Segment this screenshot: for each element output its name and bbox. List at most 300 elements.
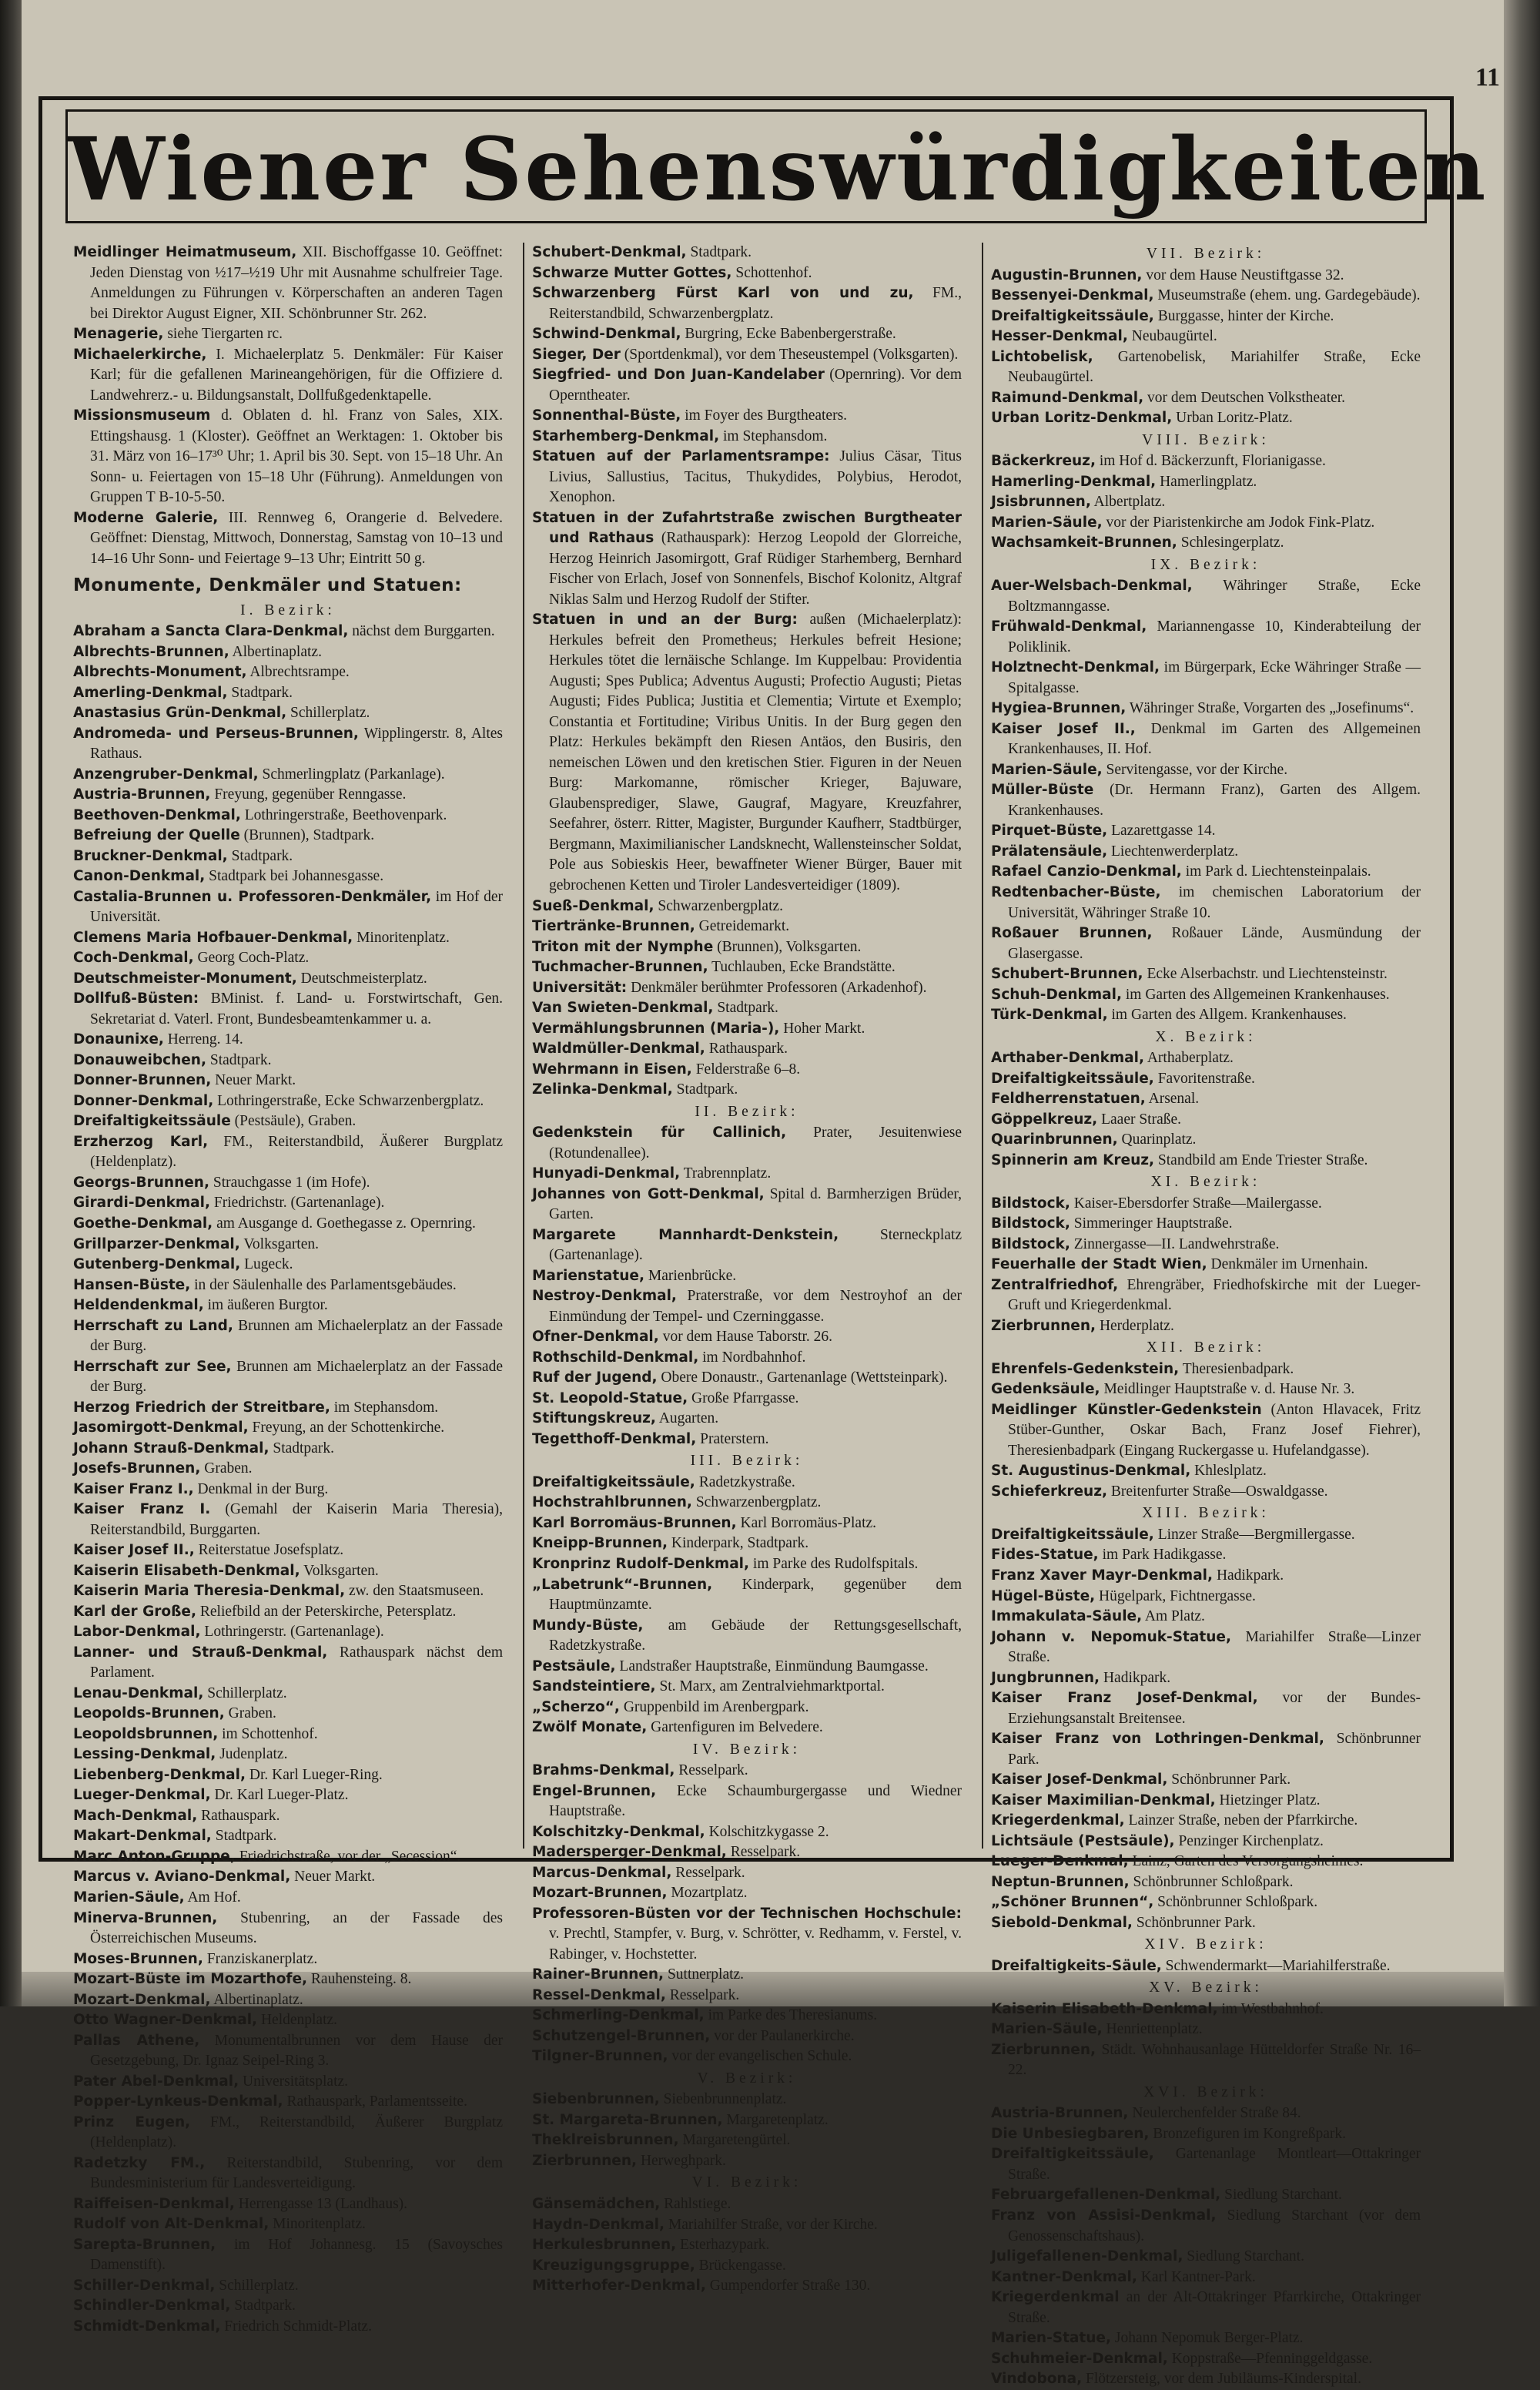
entry-name: Dollfuß-Büsten: (73, 991, 199, 1007)
listing-entry (991, 1545, 1421, 1566)
entry-name: Quarinbrunnen, (991, 1131, 1118, 1148)
entry-text: Marienbrücke. (644, 1267, 737, 1284)
entry-text: im Hof der Universität. (90, 888, 503, 926)
entry-name: Statuen in der Zufahrtstraße zwischen Burgtheater und Rathaus (532, 509, 962, 547)
listing-entry (73, 1255, 503, 1275)
entry-name: Türk-Denkmal, (991, 1007, 1108, 1024)
listing-entry (532, 324, 962, 345)
listing-entry (73, 846, 503, 867)
listing-entry (73, 1275, 503, 1296)
entry-text: Zinnergasse—II. Landwehrstraße. (1070, 1235, 1280, 1252)
listing-entry (73, 1540, 503, 1561)
entry-text: (Brunnen), Volksgarten. (713, 938, 862, 955)
district-heading: III. Bezirk: (690, 1453, 804, 1470)
entry-name: Raimund-Denkmal, (991, 389, 1144, 406)
entry-text: Stadtpark. (672, 1081, 738, 1098)
entry-name: Feuerhalle der Stadt Wien, (991, 1256, 1207, 1273)
entry-name: Schmidt-Denkmal, (73, 2318, 221, 2335)
page-number: 11 (1475, 63, 1500, 92)
entry-text: (Dr. Hermann Franz), Garten des Allgem. Krankenhauses. (1008, 782, 1421, 819)
listing-entry (991, 1852, 1421, 1872)
entry-name: Girardi-Denkmal, (73, 1195, 211, 1212)
entry-name: Prälatensäule, (991, 843, 1108, 860)
listing-entry (532, 263, 962, 284)
entry-text: im Parke des Rudolfspitals. (749, 1556, 919, 1572)
entry-text: Albertinaplatz. (229, 643, 322, 660)
entry-text: d. Oblaten d. hl. Franz von Sales, XIX. Ettingshausg. 1 (Kloster). Geöffnet an Werktagen: 1. Oktober bis 31. März von 16–17³⁰ Uhr; 1. April bis 30. Sept. von 15–18 Uhr. An Sonn- u. Feiertagen von 15–18 Uhr (Führung). Anmeldungen von Gruppen T B-10-5-50. (90, 407, 503, 506)
district-heading: V. Bezirk: (697, 2070, 797, 2087)
entry-text: Breitenfurter Straße—Oswaldgasse. (1107, 1483, 1328, 1500)
entry-name: Ofner-Denkmal, (532, 1329, 659, 1346)
listing-entry (991, 842, 1421, 863)
entry-name: Lanner- und Strauß-Denkmal, (73, 1644, 328, 1661)
district-heading: X. Bezirk: (1155, 1028, 1257, 1045)
entry-name: Kronprinz Rudolf-Denkmal, (532, 1556, 750, 1572)
listing-entry (73, 1745, 503, 1765)
entry-name: Zierbrunnen, (991, 1317, 1096, 1334)
listing-entry (991, 2020, 1421, 2040)
entry-text: Neubaugürtel. (1127, 328, 1217, 345)
entry-name: Ehrenfels-Gedenkstein, (991, 1360, 1180, 1377)
entry-text: Lugeck. (240, 1256, 293, 1273)
entry-text: Lazarettgasse 14. (1107, 823, 1216, 840)
listing-entry (991, 1379, 1421, 1400)
entry-text: Karl Borromäus-Platz. (736, 1514, 877, 1531)
entry-name: „Schöner Brunnen“, (991, 1894, 1154, 1911)
listing-entry (991, 1151, 1421, 1172)
listing-entry (991, 1048, 1421, 1069)
entry-name: Hochstrahlbrunnen, (532, 1494, 692, 1511)
entry-name: Lueger-Denkmal, (991, 1853, 1129, 1870)
entry-text: Rathauspark nächst dem Parlament. (90, 1644, 503, 1681)
entry-name: Theklreisbrunnen, (532, 2132, 679, 2149)
entry-name: Dreifaltigkeitssäule, (991, 1070, 1154, 1087)
entry-text: XII. Bischoffgasse 10. Geöffnet: Jeden Dienstag von ½17–½19 Uhr mit Ausnahme schulfreier Tage. Anmeldungen zu Führungen v. Körperschaften an anderen Tagen bei Direktor August Eigner, XII. Schönbrunner Str. 262. (90, 244, 503, 322)
entry-text: Albertinaplatz. (210, 1991, 303, 2008)
listing-entry (73, 1418, 503, 1439)
entry-name: Margarete Mannhardt-Denkstein, (532, 1226, 839, 1243)
listing-entry (532, 1389, 962, 1410)
entry-name: Gutenberg-Denkmal, (73, 1256, 241, 1273)
entry-name: Pater Abel-Denkmal, (73, 2073, 239, 2090)
entry-text: Schillerplatz. (215, 2277, 299, 2294)
entry-name: Donauweibchen, (73, 1051, 206, 1068)
entry-text: Gumpendorfer Straße 130. (705, 2278, 871, 2294)
listing-entry (991, 2349, 1421, 2370)
listing-entry (532, 978, 962, 999)
entry-name: Gedenkstein für Callinich, (532, 1125, 787, 1141)
entry-text: Judenplatz. (216, 1746, 288, 1763)
entry-name: Auer-Welsbach-Denkmal, (991, 578, 1193, 595)
listing-entry (73, 1296, 503, 1316)
entry-text: Am Hof. (184, 1889, 241, 1906)
listing-entry (73, 2092, 503, 2113)
entry-text: Franziskanerplatz. (203, 1950, 318, 1967)
entry-name: Moses-Brunnen, (73, 1950, 203, 1967)
entry-name: Franz Xaver Mayr-Denkmal, (991, 1567, 1214, 1584)
entry-name: Brahms-Denkmal, (532, 1762, 675, 1779)
listing-entry (991, 286, 1421, 307)
listing-entry (73, 1235, 503, 1255)
listing-entry (532, 1348, 962, 1369)
entry-name: Kaiser Maximilian-Denkmal, (991, 1792, 1216, 1808)
entry-text: Schönbrunner Park. (1167, 1772, 1291, 1788)
entry-name: Schmerling-Denkmal, (532, 2007, 705, 2024)
listing-entry (991, 576, 1421, 617)
listing-entry (73, 1091, 503, 1112)
entry-name: Lessing-Denkmal, (73, 1746, 216, 1763)
listing-entry (73, 642, 503, 663)
entry-name: Februargefallenen-Denkmal, (991, 2187, 1221, 2204)
listing-entry (991, 1214, 1421, 1235)
entry-name: Dreifaltigkeitssäule, (991, 307, 1154, 324)
entry-name: Canon-Denkmal, (73, 868, 206, 885)
entry-name: Herrschaft zu Land, (73, 1317, 233, 1334)
entry-text: Obere Donaustr., Gartenanlage (Wettsteinpark). (657, 1369, 948, 1386)
listing-entry (73, 1357, 503, 1398)
entry-name: Rainer-Brunnen, (532, 1966, 665, 1983)
entry-text: Khleslplatz. (1190, 1463, 1267, 1480)
district-heading: II. Bezirk: (695, 1103, 799, 1120)
entry-text: Museumstraße (ehem. ung. Gardegebäude). (1153, 287, 1421, 304)
listing-entry (73, 1725, 503, 1745)
entry-text: vor dem Hause Neustiftgasse 32. (1142, 266, 1344, 283)
district-heading: VII. Bezirk: (1146, 246, 1266, 262)
entry-text: Heldenplatz. (257, 2012, 338, 2029)
entry-text: Siebenbrunnenplatz. (659, 2091, 787, 2108)
listing-entry (73, 1622, 503, 1643)
entry-name: Engel-Brunnen, (532, 1782, 657, 1799)
entry-name: Nestroy-Denkmal, (532, 1288, 677, 1305)
entry-name: Pallas Athene, (73, 2032, 200, 2049)
entry-name: Josefs-Brunnen, (73, 1460, 201, 1477)
entry-text: Wipplingerstr. 8, Altes Rathaus. (90, 725, 503, 763)
entry-text: Laaer Straße. (1097, 1111, 1182, 1128)
entry-name: Kaiserin Elisabeth-Denkmal, (73, 1562, 300, 1579)
listing-entry (991, 1913, 1421, 1934)
listing-entry (532, 1904, 962, 1966)
entry-text: im Hof Johannesg. 15 (Savoysches Damenstift). (90, 2236, 503, 2274)
entry-text: Reiterstatue Josefsplatz. (194, 1542, 344, 1559)
listing-entry (532, 2006, 962, 2026)
listing-entry (991, 1255, 1421, 1275)
entry-name: Roßauer Brunnen, (991, 925, 1153, 942)
entry-name: Gänsemädchen, (532, 2195, 661, 2212)
entry-text: vor der Piaristenkirche am Jodok Fink-Platz. (1102, 514, 1375, 531)
entry-text: Ecke Schaumburgergasse und Wiedner Hauptstraße. (549, 1782, 962, 1820)
listing-entry (532, 1657, 962, 1678)
listing-entry (73, 1398, 503, 1419)
listing-entry (73, 2276, 503, 2297)
entry-name: Rothschild-Denkmal, (532, 1349, 699, 1366)
listing-entry (73, 1867, 503, 1888)
entry-name: Marien-Säule, (991, 761, 1103, 778)
listing-entry (73, 662, 503, 683)
entry-text: siehe Tiergarten rc. (163, 326, 283, 343)
entry-text: Neuer Markt. (211, 1072, 296, 1089)
listing-entry (73, 1111, 503, 1132)
listing-entry (991, 658, 1421, 699)
entry-text: Hoher Markt. (779, 1020, 865, 1037)
entry-name: Neptun-Brunnen, (991, 1873, 1130, 1890)
entry-name: Andromeda- und Perseus-Brunnen, (73, 725, 359, 742)
entry-text: Denkmal im Garten des Allgemeinen Krankenhauses, II. Hof. (1008, 720, 1421, 758)
entry-text: vor der Bundes-Erziehungsanstalt Breitensee. (1008, 1690, 1421, 1727)
listing-entry (532, 365, 962, 406)
entry-text: I. Michaelerplatz 5. Denkmäler: Für Kaiser Karl; für die gefallenen Marineangehörigen, für die Offiziere d. Landwehrerz.- u. Bildungsanstalt, Dollfußgedenktapelle. (90, 346, 503, 404)
listing-entry (991, 1400, 1421, 1462)
entry-name: Johannes von Gott-Denkmal, (532, 1185, 765, 1202)
entry-name: Sarepta-Brunnen, (73, 2236, 216, 2253)
listing-entry (73, 1684, 503, 1705)
entry-name: Radetzky FM., (73, 2154, 206, 2171)
entry-text: im Stephansdom. (719, 427, 828, 444)
listing-entry (73, 1316, 503, 1357)
district-heading: VI. Bezirk: (691, 2174, 802, 2191)
entry-name: Schwarze Mutter Gottes, (532, 264, 732, 281)
entry-name: Kneipp-Brunnen, (532, 1535, 668, 1552)
entry-name: Donaunixe, (73, 1031, 164, 1048)
entry-text: Koppstraße—Pfenninggeldgasse. (1167, 2350, 1373, 2367)
entry-name: Schuh-Denkmal, (991, 986, 1122, 1003)
district-heading: XVI. Bezirk: (1143, 2083, 1268, 2100)
listing-entry (73, 2010, 503, 2031)
entry-text: Lainzer Straße, neben der Pfarrkirche. (1124, 1812, 1358, 1829)
entry-text: Friedrich Schmidt-Platz. (220, 2318, 372, 2335)
entry-text: Siedlung Starchant (vor dem Genossenschaftshaus). (1008, 2207, 1421, 2244)
entry-text: Penzinger Kirchenplatz. (1174, 1832, 1324, 1849)
entry-name: Vindobona, (991, 2371, 1083, 2388)
listing-entry (532, 1080, 962, 1101)
entry-text: Rathauspark. (705, 1041, 788, 1058)
listing-entry (532, 610, 962, 896)
entry-name: Pestsäule, (532, 1658, 616, 1674)
entry-name: Marien-Säule, (991, 514, 1103, 531)
entry-text: Herreng. 14. (163, 1031, 243, 1048)
entry-text: Getreidemarkt. (695, 918, 790, 935)
entry-text: Freyung, an der Schottenkirche. (248, 1420, 445, 1436)
listing-entry (532, 2090, 962, 2110)
entry-text: FM., Reiterstandbild, Schwarzenbergplatz. (549, 285, 962, 322)
entry-text: Schlesingerplatz. (1177, 535, 1284, 551)
entry-text: Schwendermarkt—Mariahilferstraße. (1161, 1957, 1391, 1974)
entry-text: Denkmal in der Burg. (193, 1480, 329, 1497)
entry-name: Marc Anton-Gruppe, (73, 1848, 236, 1865)
entry-text: Lainz, Garten des Versorgungsheimes. (1128, 1853, 1364, 1870)
section-heading: Monumente, Denkmäler und Statuen: (73, 575, 462, 596)
listing-entry (991, 2369, 1421, 2390)
listing-entry (73, 683, 503, 704)
entry-text: Stadtpark. (230, 2298, 296, 2315)
listing-entry (73, 406, 503, 508)
entry-text: Mariahilfer Straße, vor der Kirche. (665, 2216, 878, 2233)
entry-name: Hesser-Denkmal, (991, 328, 1128, 345)
entry-text: Flötzersteig, vor dem Jubiläums-Kinderspital. (1082, 2371, 1361, 2388)
entry-name: Sieger, Der (532, 346, 621, 363)
entry-text: (Opernring). Vor dem Operntheater. (549, 367, 962, 404)
entry-name: Schuhmeier-Denkmal, (991, 2350, 1168, 2367)
listing-entry (73, 887, 503, 928)
district-heading: XIV. Bezirk: (1144, 1936, 1267, 1953)
entry-name: Marien-Säule, (991, 2021, 1103, 2038)
listing-entry (73, 765, 503, 786)
entry-name: Kaiser Josef II., (73, 1542, 195, 1559)
entry-text: Margaretenplatz. (722, 2111, 829, 2128)
listing-entry (991, 1005, 1421, 1026)
entry-text: Herweghpark. (637, 2152, 726, 2169)
entry-text: Schönbrunner Schloßpark. (1129, 1873, 1294, 1890)
entry-name: Hygiea-Brunnen, (991, 700, 1127, 717)
entry-name: Anastasius Grün-Denkmal, (73, 705, 287, 722)
entry-text: Schwarzenbergplatz. (654, 897, 784, 914)
entry-name: Rudolf von Alt-Denkmal, (73, 2216, 270, 2233)
entry-name: Kaiser Josef II., (991, 720, 1136, 737)
entry-name: Zierbrunnen, (532, 2152, 638, 2169)
entry-name: Jasomirgott-Denkmal, (73, 1420, 249, 1436)
entry-name: Lenau-Denkmal, (73, 1684, 204, 1701)
listing-entry (991, 923, 1421, 964)
district-heading: XV. Bezirk: (1149, 1979, 1263, 1996)
entry-name: Johann Strauß-Denkmal, (73, 1440, 270, 1456)
entry-text: im Foyer des Burgtheaters. (681, 407, 848, 424)
listing-entry (532, 1842, 962, 1863)
entry-text: Schönbrunner Schloßpark. (1153, 1894, 1318, 1911)
entry-name: Castalia-Brunnen u. Professoren-Denkmäler, (73, 888, 432, 905)
listing-entry (991, 1110, 1421, 1131)
entry-name: Dreifaltigkeits-Säule, (991, 1957, 1162, 1974)
entry-name: Zierbrunnen, (991, 2041, 1096, 2058)
listing-entry (73, 324, 503, 345)
listing-entry (532, 2235, 962, 2256)
entry-name: Abraham a Sancta Clara-Denkmal, (73, 623, 349, 640)
listing-entry (532, 1677, 962, 1698)
listing-entry (73, 1173, 503, 1194)
listing-entry (73, 1561, 503, 1582)
entry-name: Mundy-Büste, (532, 1617, 644, 1634)
entry-text: Liechtenwerderplatz. (1107, 843, 1239, 860)
entry-name: Kaiser Franz I. (73, 1501, 211, 1518)
entry-text: (Pestsäule), Graben. (230, 1113, 357, 1130)
listing-entry (73, 1602, 503, 1623)
entry-name: Marien-Säule, (73, 1889, 185, 1906)
listing-entry (991, 1729, 1421, 1770)
entry-name: Kreuzigungsgruppe, (532, 2257, 695, 2274)
entry-text: Brückengasse. (695, 2257, 786, 2274)
entry-text: am Gebäude der Rettungsgesellschaft, Radetzkystraße. (549, 1617, 962, 1654)
listing-entry (532, 1554, 962, 1575)
listing-entry (73, 2154, 503, 2194)
entry-name: Dreifaltigkeitssäule (73, 1113, 231, 1130)
entry-text: Schwarzenbergplatz. (691, 1494, 822, 1511)
entry-name: Lueger-Denkmal, (73, 1787, 211, 1804)
entry-name: Fides-Statue, (991, 1547, 1099, 1564)
listing-entry (73, 1500, 503, 1540)
entry-text: FM., Reiterstandbild, Äußerer Burgplatz (Heldenplatz). (90, 2113, 503, 2151)
listing-entry (991, 492, 1421, 513)
listing-entry (73, 724, 503, 765)
listing-entry (532, 1616, 962, 1657)
entry-text: Strauchgasse 1 (im Hofe). (209, 1174, 370, 1191)
listing-entry (73, 1071, 503, 1091)
entry-text: Schönbrunner Park. (1008, 1731, 1421, 1768)
entry-text: Quarinplatz. (1117, 1131, 1197, 1148)
listing-entry (532, 1863, 962, 1884)
entry-text: Brunnen am Michaelerplatz an der Fassade der Burg. (90, 1358, 503, 1396)
entry-name: Mitterhofer-Denkmal, (532, 2278, 706, 2294)
listing-entry (532, 1513, 962, 1534)
entry-name: Meidlinger Künstler-Gedenkstein (991, 1401, 1262, 1418)
listing-entry (532, 1164, 962, 1185)
entry-name: Müller-Büste (991, 782, 1094, 799)
entry-text: im Garten des Allgemeinen Krankenhauses. (1122, 986, 1390, 1003)
listing-entry (532, 998, 962, 1019)
entry-text: Schillerplatz. (203, 1684, 287, 1701)
title-box (65, 109, 1488, 223)
entry-name: Johann v. Nepomuk-Statue, (991, 1628, 1231, 1645)
entry-name: Befreiung der Quelle (73, 827, 240, 844)
listing-entry (991, 327, 1421, 347)
entry-text: Radetzkystraße. (695, 1473, 795, 1490)
entry-name: Siegfried- und Don Juan-Kandelaber (532, 367, 825, 384)
entry-name: Bäckerkreuz, (991, 453, 1096, 470)
listing-entry (73, 508, 503, 570)
entry-text: Schönbrunner Park. (1132, 1914, 1256, 1931)
entry-name: Siebold-Denkmal, (991, 1914, 1133, 1931)
entry-name: Labor-Denkmal, (73, 1624, 201, 1641)
entry-name: Starhemberg-Denkmal, (532, 427, 720, 444)
listing-entry (73, 1051, 503, 1071)
entry-name: Bildstock, (991, 1235, 1070, 1252)
entry-text: Theresienbadpark. (1179, 1360, 1294, 1377)
entry-text: Lothringerstraße, Beethovenpark. (240, 806, 447, 823)
listing-entry (532, 1225, 962, 1266)
listing-entry (73, 969, 503, 990)
entry-name: Sonnenthal-Büste, (532, 407, 681, 424)
entry-text: Freyung, gegenüber Renngasse. (210, 786, 407, 803)
entry-name: Herkulesbrunnen, (532, 2237, 677, 2254)
listing-entry (532, 2046, 962, 2067)
entry-text: Meidlinger Hauptstraße v. d. Hause Nr. 3. (1100, 1381, 1355, 1398)
entry-name: Otto Wagner-Denkmal, (73, 2012, 258, 2029)
listing-entry (73, 2194, 503, 2215)
entry-text: Schottenhof. (732, 264, 812, 281)
entry-text: zw. den Staatsmuseen. (345, 1583, 484, 1600)
listing-entry (532, 1575, 962, 1616)
listing-entry (991, 1872, 1421, 1893)
entry-text: Burggasse, hinter der Kirche. (1153, 307, 1334, 324)
entry-name: Kaiser Franz Josef-Denkmal, (991, 1690, 1258, 1707)
entry-text: im Stephansdom. (330, 1399, 439, 1416)
entry-text: Währinger Straße, Ecke Boltzmanngasse. (1008, 578, 1421, 615)
page-title: Wiener Sehenswürdigkeiten (68, 119, 1488, 220)
entry-text: im Bürgerpark, Ecke Währinger Straße —Spitalgasse. (1008, 659, 1421, 696)
listing-entry (532, 2194, 962, 2215)
entry-name: Augustin-Brunnen, (991, 266, 1143, 283)
listing-entry (991, 780, 1421, 821)
listing-entry (991, 513, 1421, 534)
listing-entry (532, 2026, 962, 2047)
column-3 (982, 243, 1421, 2388)
entry-text: Mariannengasse 10, Kinderabteilung der Poliklinik. (1008, 618, 1421, 655)
entry-name: Marcus v. Aviano-Denkmal, (73, 1869, 291, 1886)
listing-entry (532, 2110, 962, 2131)
entry-name: Marien-Statue, (991, 2330, 1111, 2347)
entry-text: Siedlung Starchant. (1183, 2248, 1304, 2265)
entry-text: nächst dem Burggarten. (348, 623, 495, 640)
entry-text: vor der Paulanerkirche. (710, 2027, 855, 2044)
listing-entry (532, 2130, 962, 2151)
column-1 (73, 243, 504, 2335)
